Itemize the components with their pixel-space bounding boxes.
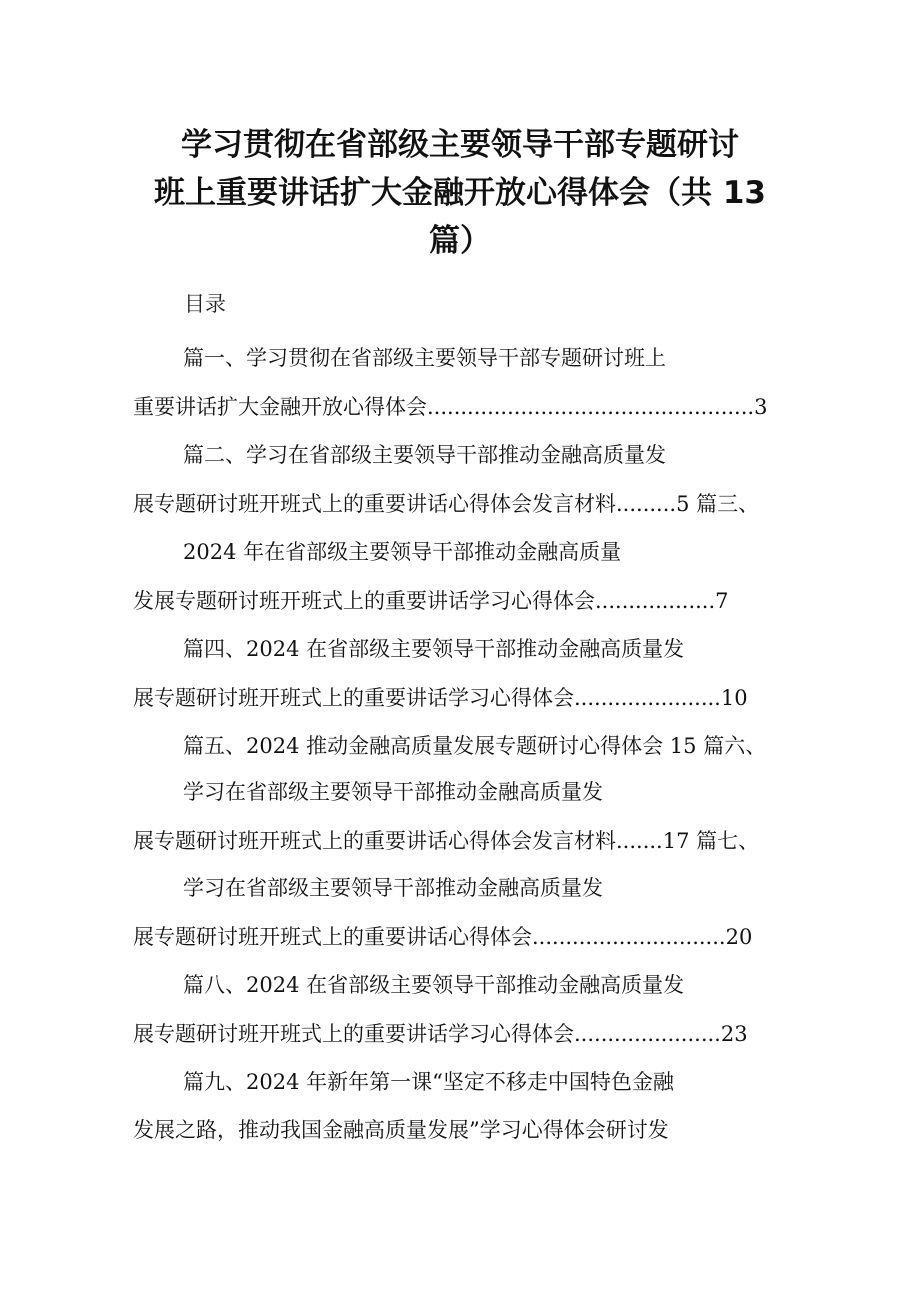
toc-line: 展专题研讨班开班式上的重要讲话心得体会发言材料.......17 篇七、 [133, 829, 760, 853]
document-title-line-3: 篇） [429, 223, 491, 259]
document-title-line-1: 学习贯彻在省部级主要领导干部专题研讨 [181, 127, 739, 163]
toc-line: 展专题研讨班开班式上的重要讲话学习心得体会......................10 [133, 686, 748, 710]
toc-line: 发展专题研讨班开班式上的重要讲话学习心得体会..................7 [133, 589, 729, 613]
document-title-line-2: 班上重要讲话扩大金融开放心得体会（共 13 [154, 175, 766, 211]
toc-line: 重要讲话扩大金融开放心得体会.................................................3 [133, 395, 768, 419]
toc-line: 展专题研讨班开班式上的重要讲话心得体会发言材料.........5 篇三、 [133, 492, 760, 516]
toc-heading: 目录 [184, 292, 226, 316]
toc-line: 篇四、2024 在省部级主要领导干部推动金融高质量发 [183, 637, 685, 661]
toc-line: 学习在省部级主要领导干部推动金融高质量发 [183, 780, 603, 804]
toc-line: 发展之路，推动我国金融高质量发展”学习心得体会研讨发 [133, 1118, 669, 1142]
toc-line: 2024 年在省部级主要领导干部推动金融高质量 [183, 540, 622, 564]
toc-line: 学习在省部级主要领导干部推动金融高质量发 [183, 876, 603, 900]
toc-line: 篇二、学习在省部级主要领导干部推动金融高质量发 [183, 443, 666, 467]
toc-line: 篇五、2024 推动金融高质量发展专题研讨心得体会 15 篇六、 [183, 734, 767, 758]
toc-line: 展专题研讨班开班式上的重要讲话心得体会.............................20 [133, 925, 753, 949]
toc-line: 篇九、2024 年新年第一课“坚定不移走中国特色金融 [183, 1070, 674, 1094]
toc-line: 篇八、2024 在省部级主要领导干部推动金融高质量发 [183, 973, 685, 997]
toc-line: 篇一、学习贯彻在省部级主要领导干部专题研讨班上 [183, 346, 666, 370]
toc-line: 展专题研讨班开班式上的重要讲话学习心得体会......................23 [133, 1022, 748, 1046]
